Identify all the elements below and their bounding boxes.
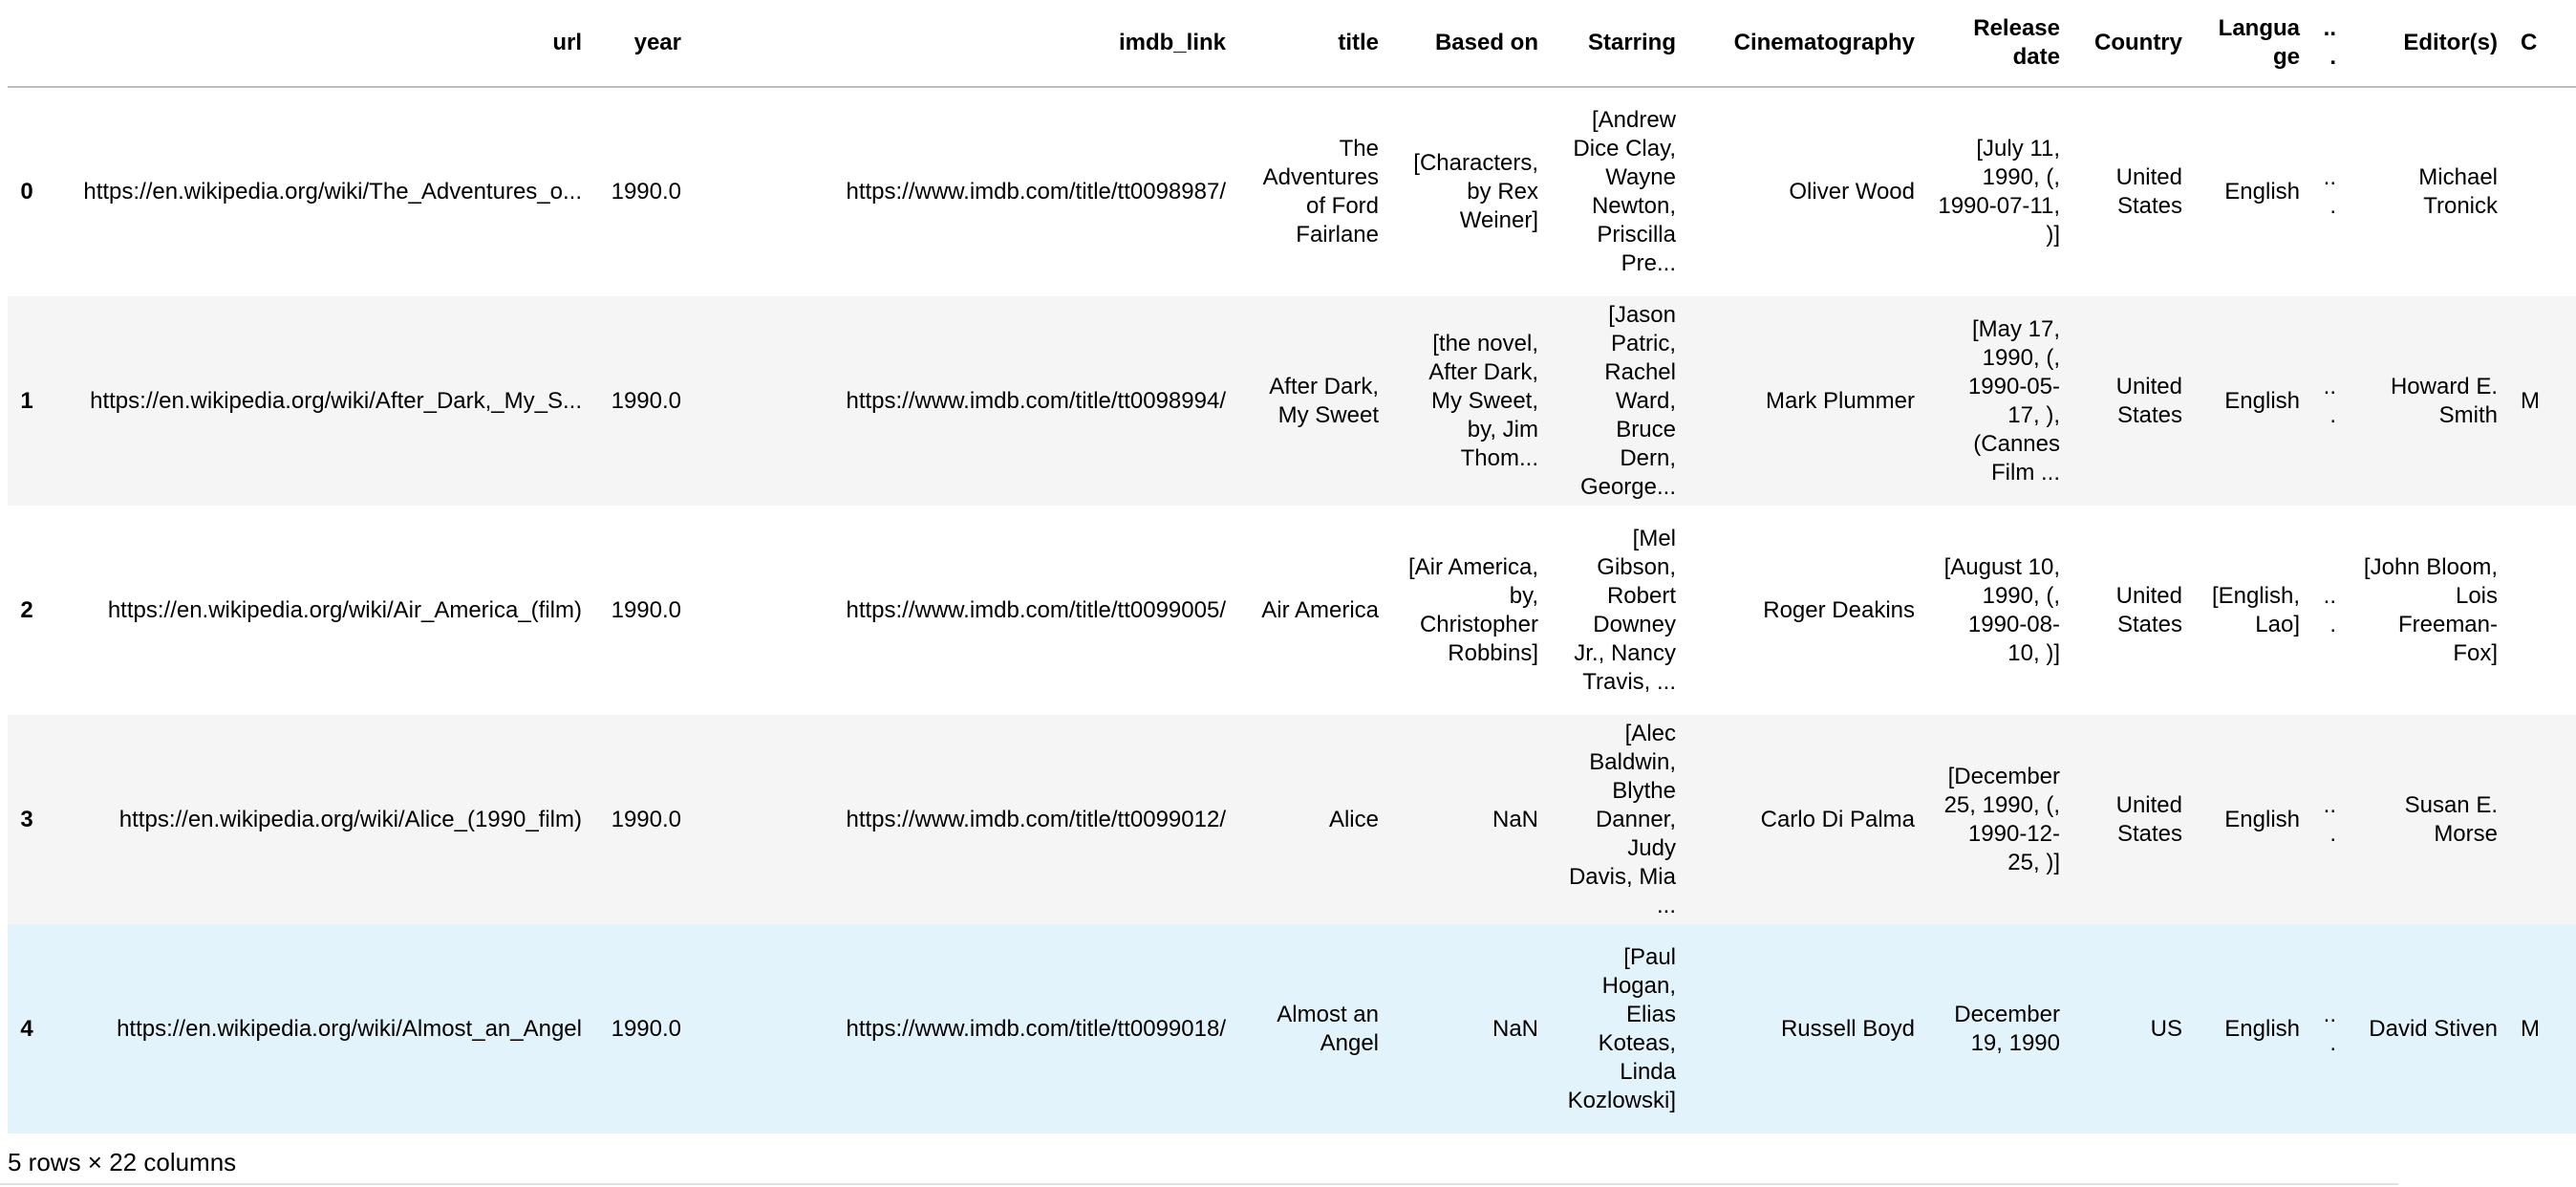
table-row[interactable] (8, 715, 2576, 924)
output-divider (0, 1183, 2398, 1185)
cell-year: 1990.0 (611, 387, 681, 414)
cell-cinematography: Oliver Wood (1789, 179, 1915, 205)
cell-imdb-link: https://www.imdb.com/title/tt0099012/ (846, 806, 1226, 832)
column-header-imdb-link: imdb_link (693, 0, 1237, 87)
cell-release-date: [December 25, 1990, (, 1990-12-25, )] (1943, 763, 2060, 875)
cell-ellipsis: ... (2323, 582, 2336, 637)
cell-year: 1990.0 (611, 596, 681, 623)
cell-based-on: [Air America, by, Christopher Robbins] (1407, 553, 1538, 666)
cell-url: https://en.wikipedia.org/wiki/After_Dark,_My_S... (90, 387, 582, 414)
table-row[interactable] (8, 506, 2576, 715)
cell-country: United States (2115, 791, 2182, 847)
row-index: 0 (20, 179, 33, 205)
cell-based-on: [the novel, After Dark, My Sweet, by, Jim Thom... (1428, 330, 1538, 471)
column-header-cinematography: Cinematography (1687, 0, 1926, 87)
cell-title: After Dark, My Sweet (1269, 373, 1379, 428)
cell-language: English (2224, 179, 2300, 205)
cell-cinematography: Carlo Di Palma (1760, 806, 1915, 832)
cell-ellipsis: ... (2323, 1001, 2336, 1056)
cell-release-date: [July 11, 1990, (, 1990-07-11, )] (1938, 136, 2060, 248)
cell-url: https://en.wikipedia.org/wiki/Air_America_(film) (107, 596, 582, 623)
column-header-url: url (46, 0, 593, 87)
cell-language: [English, Lao] (2211, 582, 2300, 637)
cell-language: English (2224, 1015, 2300, 1042)
column-header-title: title (1237, 0, 1390, 87)
dataframe-table (8, 0, 2576, 1133)
column-header-year: year (593, 0, 693, 87)
table-row-hovered[interactable] (8, 924, 2576, 1133)
index-header (8, 0, 46, 87)
cell-year: 1990.0 (611, 179, 681, 205)
cell-based-on: NaN (1492, 1015, 1538, 1042)
column-header-editors: Editor(s) (2348, 0, 2509, 87)
table-row[interactable] (8, 296, 2576, 506)
column-header-country: Country (2072, 0, 2194, 87)
cell-title: Almost an Angel (1277, 1001, 1379, 1056)
row-index: 3 (20, 806, 33, 832)
cell-ellipsis: ... (2323, 164, 2336, 219)
column-header-language: Language (2194, 0, 2311, 87)
cell-starring: [Andrew Dice Clay, Wayne Newton, Priscilla Pre... (1573, 107, 1676, 276)
row-index: 2 (20, 596, 33, 623)
cell-starring: [Jason Patric, Rachel Ward, Bruce Dern, George... (1579, 301, 1676, 500)
cell-title: Air America (1261, 596, 1379, 623)
cell-country: United States (2115, 164, 2182, 219)
row-index: 1 (20, 387, 33, 414)
cell-url: https://en.wikipedia.org/wiki/The_Adventures_o... (83, 179, 582, 205)
cell-imdb-link: https://www.imdb.com/title/tt0099018/ (846, 1015, 1226, 1042)
column-header-starring: Starring (1550, 0, 1687, 87)
cell-clipped (2509, 715, 2576, 924)
cell-starring: [Mel Gibson, Robert Downey Jr., Nancy Travis, ... (1574, 525, 1676, 695)
cell-imdb-link: https://www.imdb.com/title/tt0098994/ (846, 387, 1226, 414)
cell-cinematography: Russell Boyd (1780, 1015, 1915, 1042)
column-header-clipped: C (2509, 0, 2576, 87)
cell-country: United States (2115, 582, 2182, 637)
cell-cinematography: Roger Deakins (1763, 596, 1915, 623)
column-header-ellipsis: ... (2311, 0, 2348, 87)
cell-ellipsis: ... (2323, 791, 2336, 847)
dataframe-shape-label: 5 rows × 22 columns (8, 1148, 237, 1176)
dataframe-output (8, 0, 2540, 1187)
cell-editors: Susan E. Morse (2404, 791, 2498, 847)
cell-starring: [Paul Hogan, Elias Koteas, Linda Kozlowski] (1567, 943, 1676, 1113)
cell-language: English (2224, 387, 2300, 414)
column-header-based-on: Based on (1390, 0, 1550, 87)
cell-country: United States (2115, 373, 2182, 428)
cell-imdb-link: https://www.imdb.com/title/tt0099005/ (846, 596, 1226, 623)
cell-imdb-link: https://www.imdb.com/title/tt0098987/ (846, 179, 1226, 205)
column-header-release-date: Release date (1926, 0, 2072, 87)
cell-clipped (2509, 87, 2576, 296)
cell-editors: Michael Tronick (2418, 164, 2498, 219)
row-index: 4 (20, 1015, 33, 1042)
cell-based-on: NaN (1492, 806, 1538, 832)
table-row[interactable] (8, 87, 2576, 296)
cell-title: Alice (1328, 806, 1379, 832)
cell-cinematography: Mark Plummer (1765, 387, 1915, 414)
cell-release-date: [August 10, 1990, (, 1990-08-10, )] (1943, 553, 2060, 666)
cell-editors: [John Bloom, Lois Freeman-Fox] (2363, 553, 2498, 666)
cell-release-date: December 19, 1990 (1954, 1001, 2060, 1056)
cell-url: https://en.wikipedia.org/wiki/Almost_an_Angel (117, 1015, 582, 1042)
cell-clipped: M (2521, 1015, 2540, 1042)
cell-release-date: [May 17, 1990, (, 1990-05-17, ), (Cannes Film ... (1967, 315, 2060, 486)
cell-year: 1990.0 (611, 1015, 681, 1042)
header-row (8, 0, 2576, 87)
cell-editors: Howard E. Smith (2390, 373, 2498, 428)
cell-clipped (2509, 506, 2576, 715)
cell-based-on: [Characters, by Rex Weiner] (1413, 150, 1538, 233)
cell-url: https://en.wikipedia.org/wiki/Alice_(1990_film) (118, 806, 582, 832)
cell-country: US (2150, 1015, 2182, 1042)
cell-clipped: M (2521, 387, 2540, 414)
cell-title: The Adventures of Ford Fairlane (1262, 136, 1379, 248)
cell-year: 1990.0 (611, 806, 681, 832)
cell-editors: David Stiven (2369, 1015, 2498, 1042)
cell-starring: [Alec Baldwin, Blythe Danner, Judy Davis, Mia ... (1568, 720, 1676, 918)
cell-ellipsis: ... (2323, 373, 2336, 428)
cell-language: English (2224, 806, 2300, 832)
